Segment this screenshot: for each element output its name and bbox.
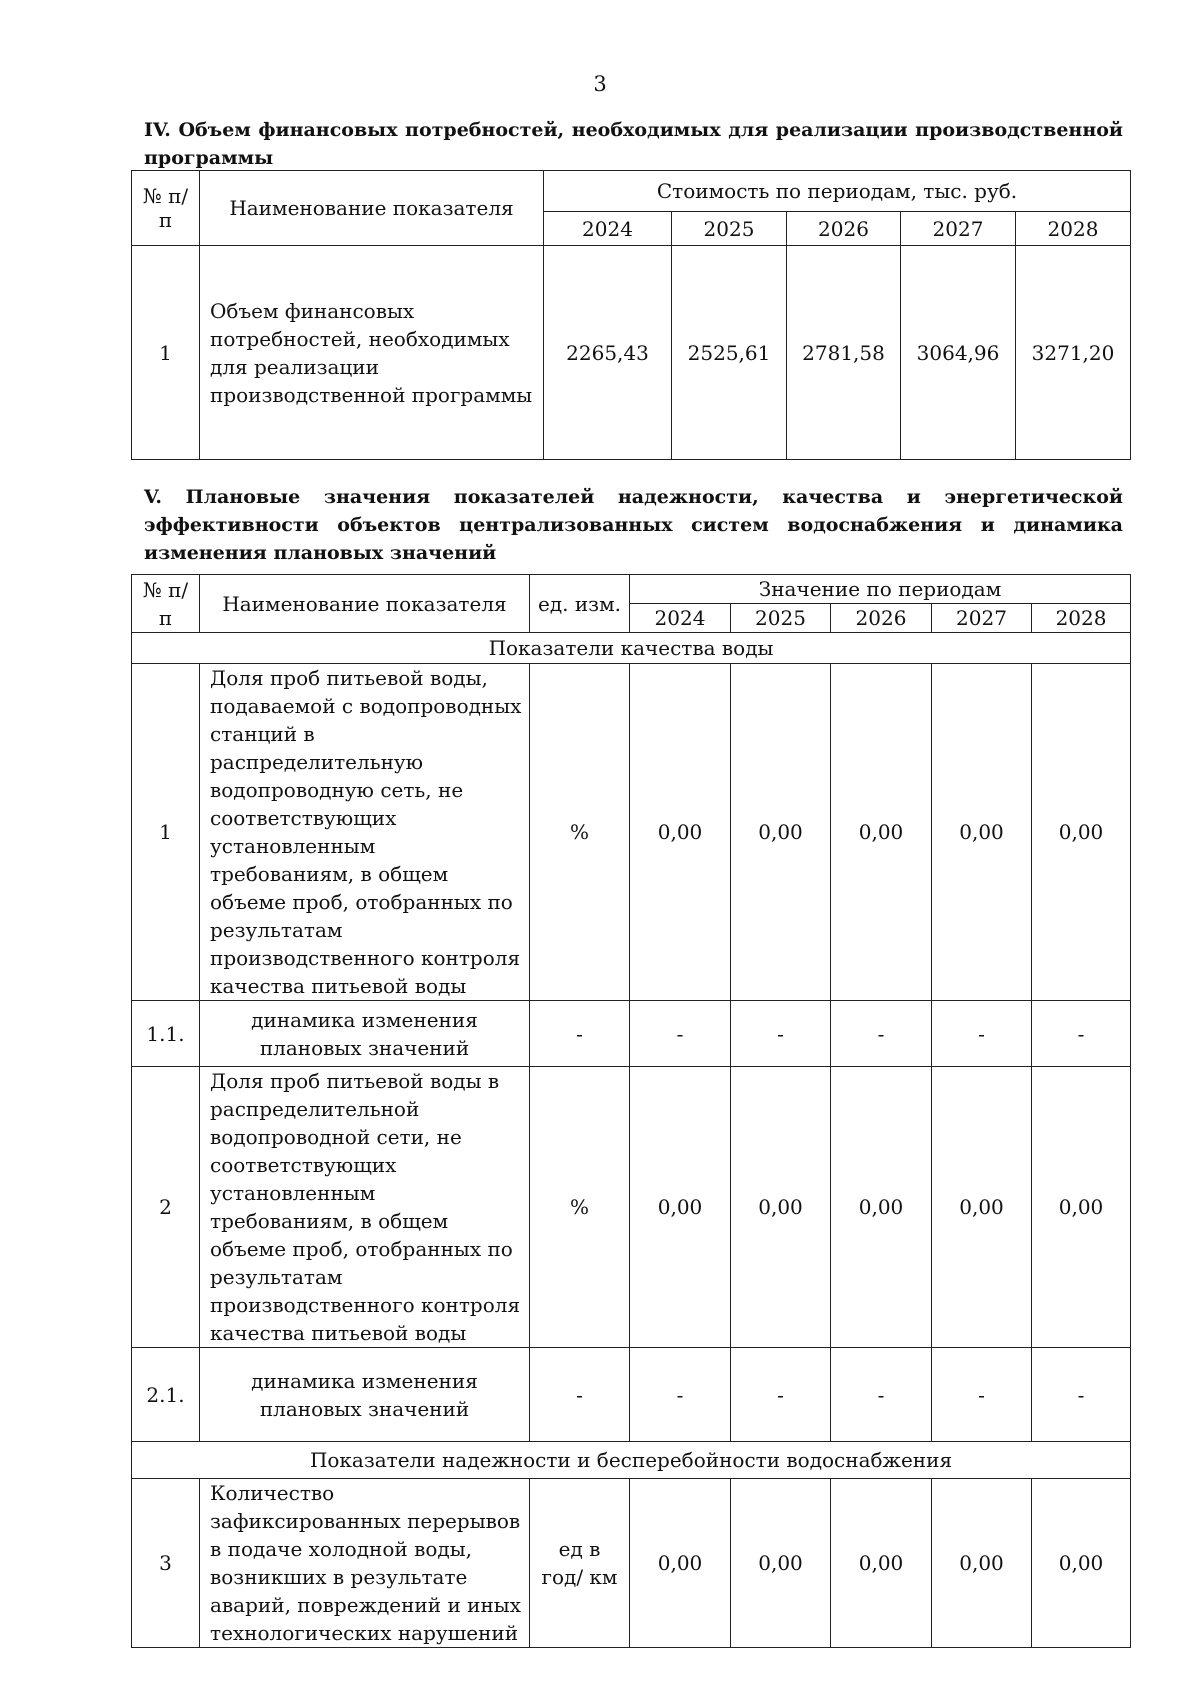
row-value: 0,00 (630, 1067, 731, 1348)
row-value: 2265,43 (544, 246, 672, 460)
row-value: 0,00 (630, 664, 731, 1001)
header-year: 2024 (630, 604, 731, 633)
row-num: 3 (132, 1479, 200, 1648)
row-name: Доля проб питьевой воды в распределительной водопроводной сети, не соответствующих установленным требованиям, в общем объеме проб, отобранных по результатам производственного контроля качества питьевой воды (200, 1067, 530, 1348)
header-year: 2025 (672, 212, 787, 246)
row-value: 0,00 (731, 1067, 831, 1348)
table-row (132, 246, 1131, 460)
group-row (132, 633, 1131, 664)
row-num: 2 (132, 1067, 200, 1348)
group-title: Показатели надежности и бесперебойности водоснабжения (132, 1442, 1131, 1479)
row-value: 0,00 (1032, 1479, 1131, 1648)
row-num: 1 (132, 246, 200, 460)
header-num: № п/п (132, 575, 200, 633)
row-unit: % (530, 664, 630, 1001)
row-value: - (630, 1348, 731, 1442)
table-header-row (132, 171, 1131, 212)
row-unit: - (530, 1001, 630, 1067)
row-value: 0,00 (1032, 664, 1131, 1001)
section-4-title: IV. Объем финансовых потребностей, необходимых для реализации производственной программы (144, 119, 1123, 169)
page-number: 3 (593, 72, 607, 96)
row-unit: - (530, 1348, 630, 1442)
header-name: Наименование показателя (200, 575, 530, 633)
row-value: - (731, 1348, 831, 1442)
row-name: Доля проб питьевой воды, подаваемой с водопроводных станций в распределительную водопроводную сеть, не соответствующих установленным требованиям, в общем объеме проб, отобранных по результатам производственного контроля качества питьевой воды (200, 664, 530, 1001)
header-year: 2025 (731, 604, 831, 633)
row-unit: % (530, 1067, 630, 1348)
table-row (132, 1348, 1131, 1442)
header-year: 2028 (1016, 212, 1131, 246)
row-value: - (831, 1348, 932, 1442)
row-value: 3271,20 (1016, 246, 1131, 460)
row-unit: ед в год/ км (530, 1479, 630, 1648)
row-value: 0,00 (831, 664, 932, 1001)
row-value: 2525,61 (672, 246, 787, 460)
row-name: динамика изменения плановых значений (200, 1001, 530, 1067)
row-num: 1.1. (132, 1001, 200, 1067)
header-year: 2028 (1032, 604, 1131, 633)
row-value: - (1032, 1348, 1131, 1442)
header-num: № п/п (132, 171, 200, 246)
row-value: - (731, 1001, 831, 1067)
row-value: - (831, 1001, 932, 1067)
row-value: 0,00 (731, 664, 831, 1001)
row-value: - (630, 1001, 731, 1067)
indicators-table (131, 574, 1131, 1648)
row-value: 0,00 (630, 1479, 731, 1648)
row-value: - (932, 1001, 1032, 1067)
row-value: 0,00 (731, 1479, 831, 1648)
row-value: - (1032, 1001, 1131, 1067)
table-row (132, 1001, 1131, 1067)
header-cost-group: Стоимость по периодам, тыс. руб. (544, 171, 1131, 212)
header-value-group: Значение по периодам (630, 575, 1131, 604)
header-year: 2027 (932, 604, 1032, 633)
row-name: динамика изменения плановых значений (200, 1348, 530, 1442)
row-name: Количество зафиксированных перерывов в подаче холодной воды, возникших в результате аварий, повреждений и иных технологических нарушений (200, 1479, 530, 1648)
header-year: 2027 (901, 212, 1016, 246)
row-value: 0,00 (831, 1067, 932, 1348)
row-value: 0,00 (932, 1479, 1032, 1648)
header-unit: ед. изм. (530, 575, 630, 633)
section-5-title: V. Плановые значения показателей надежности, качества и энергетической эффективности объектов централизованных систем водоснабжения и динамика изменения плановых значений (144, 486, 1123, 564)
group-row (132, 1442, 1131, 1479)
table-row (132, 1479, 1131, 1648)
row-value: 0,00 (1032, 1067, 1131, 1348)
header-year: 2026 (787, 212, 901, 246)
row-num: 2.1. (132, 1348, 200, 1442)
group-title: Показатели качества воды (132, 633, 1131, 664)
row-value: 0,00 (831, 1479, 932, 1648)
row-value: 0,00 (932, 1067, 1032, 1348)
row-value: 2781,58 (787, 246, 901, 460)
row-value: 3064,96 (901, 246, 1016, 460)
row-num: 1 (132, 664, 200, 1001)
header-year: 2026 (831, 604, 932, 633)
table-row (132, 664, 1131, 1001)
row-value: - (932, 1348, 1032, 1442)
header-year: 2024 (544, 212, 672, 246)
financial-needs-table (131, 170, 1131, 460)
table-row (132, 1067, 1131, 1348)
row-value: 0,00 (932, 664, 1032, 1001)
row-name: Объем финансовых потребностей, необходимых для реализации производственной программы (200, 246, 544, 460)
table-header-row (132, 575, 1131, 604)
header-name: Наименование показателя (200, 171, 544, 246)
